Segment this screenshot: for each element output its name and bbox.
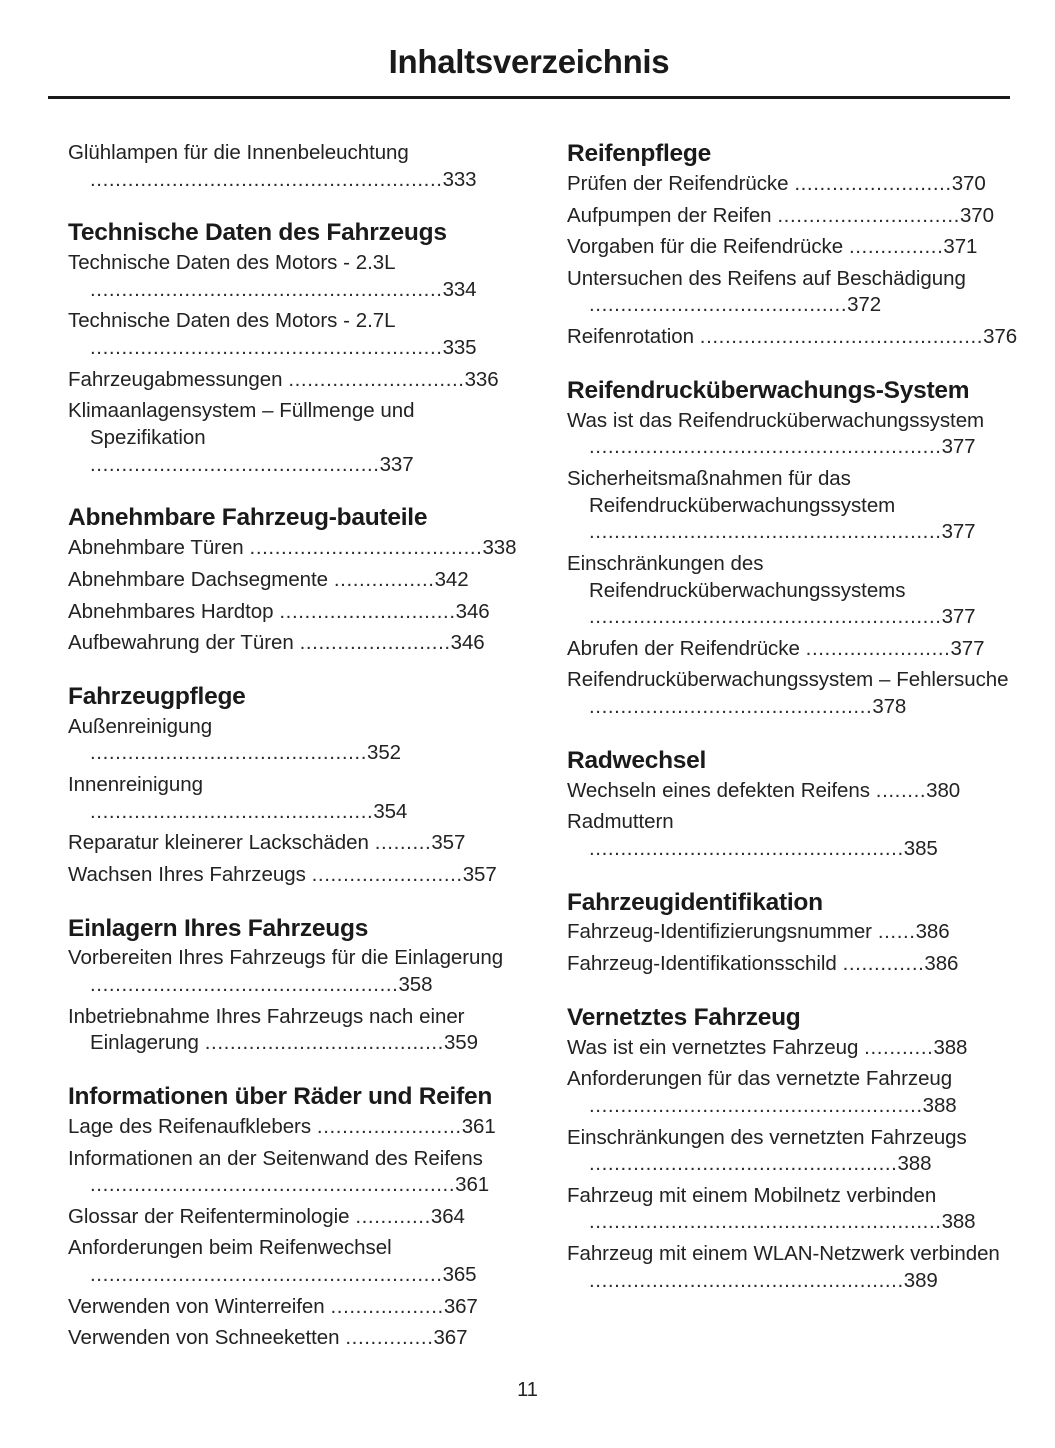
toc-columns [68,140,1018,1357]
toc-entry-page-number: 357 [462,862,497,886]
toc-entry-title: Glossar der Reifenterminologie [68,1204,350,1228]
toc-entry-page-number: 346 [455,599,490,623]
toc-section [68,219,518,478]
toc-entry[interactable] [68,1146,518,1199]
toc-entry-title: Informationen an der Seitenwand des Reifens [68,1146,483,1170]
toc-entry-leader: ............................................. [699,325,984,349]
toc-entry-leader: ........................ [299,631,451,655]
toc-column-left [68,140,518,1357]
toc-entry-title: Glühlampen für die Innenbeleuchtung [68,141,409,164]
toc-entry-title: Abnehmbare Dachsegmente [68,567,329,591]
toc-entry[interactable] [68,567,518,594]
toc-entry-title: Fahrzeugabmessungen [68,367,283,391]
toc-entry[interactable] [68,250,518,303]
toc-entry-leader: ......................... [794,171,952,195]
toc-entry-leader: ............... [848,235,944,259]
toc-entry-page-number: 336 [464,367,499,391]
toc-section-heading: Technische Daten des Fahrzeugs [68,219,447,247]
toc-entry-title: Prüfen der Reifendrücke [567,171,789,195]
toc-entry-page-number: 361 [455,1173,490,1197]
toc-entry[interactable] [567,809,1017,862]
toc-entry-leader: ............................................. [90,799,374,823]
toc-entry-leader: ............. [842,952,925,976]
toc-entry[interactable] [68,599,518,626]
toc-section [68,504,518,656]
toc-entry[interactable] [567,551,1017,631]
toc-entry-page-number: 388 [897,1152,932,1176]
toc-entry-list [567,1035,1017,1295]
toc-entry-leader: ........... [864,1035,934,1059]
toc-entry-title: Verwenden von Schneeketten [68,1326,340,1350]
toc-entry-leader: ....................... [805,636,951,660]
toc-section [68,683,518,889]
toc-entry-leader: ........................................................ [90,1263,443,1287]
toc-entry-page-number: 386 [915,920,950,944]
toc-entry-list [68,535,518,657]
toc-entry-page-number: 380 [926,778,961,802]
header-divider [48,96,1010,99]
toc-section [567,889,1017,978]
toc-entry-title: Abnehmbare Türen [68,536,244,560]
toc-column-right [567,140,1017,1357]
toc-entry-page-number: 371 [943,235,978,259]
toc-entry-leader: ........................ [311,862,463,886]
toc-entry-page-number: 370 [951,171,986,195]
toc-entry-list [68,714,518,889]
toc-entry[interactable] [567,266,1017,319]
toc-entry-page-number: 377 [941,435,976,459]
toc-entry-page-number: 376 [983,325,1018,349]
toc-entry-leader: ................................................. [90,973,399,997]
toc-entry-page-number: 367 [433,1326,468,1350]
toc-entry-page-number: 365 [442,1263,477,1287]
toc-section-heading: Reifendrucküberwachungs-System [567,376,970,404]
toc-entry-title: Was ist ein vernetztes Fahrzeug [567,1035,859,1059]
toc-entry-leader: ........................................................ [589,435,942,459]
toc-entry-leader: ...... [877,920,916,944]
toc-entry-list [68,1114,518,1352]
toc-entry[interactable] [567,667,1017,720]
toc-entry-title: Sicherheitsmaßnahmen für das Reifendrucküberwachungssystem [567,466,896,517]
toc-section-heading: Einlagern Ihres Fahrzeugs [68,914,369,942]
toc-entry-page-number: 337 [379,452,414,476]
toc-entry[interactable] [567,234,1017,261]
toc-entry-title: Innenreinigung [68,772,203,796]
toc-entry-leader: ....................... [316,1114,462,1138]
toc-entry[interactable] [68,1294,518,1321]
toc-section [68,1083,518,1352]
toc-entry-leader: ........................................................ [589,605,942,629]
toc-entry-leader: ............................................ [90,741,368,765]
toc-entry-title: Wachsen Ihres Fahrzeugs [68,862,306,886]
toc-section [567,140,1017,351]
toc-entry-page-number: 357 [431,831,466,855]
toc-entry-title: Fahrzeug-Identifikationsschild [567,952,837,976]
toc-entry-page-number: 367 [443,1294,478,1318]
toc-entry-list [567,171,1017,351]
toc-entry-leader: ........................................................ [90,167,443,191]
toc-entry-leader: ............................................. [589,695,873,719]
toc-entry-leader: ..................................... [249,536,483,560]
toc-entry-page-number: 388 [933,1035,968,1059]
toc-section-heading: Vernetztes Fahrzeug [567,1003,801,1031]
toc-entry-title: Untersuchen des Reifens auf Beschädigung [567,266,966,290]
toc-entry-title: Anforderungen beim Reifenwechsel [68,1236,392,1260]
toc-entry-title: Fahrzeug mit einem Mobilnetz verbinden [567,1183,937,1207]
toc-entry-leader: .............. [345,1326,434,1350]
toc-entry[interactable] [68,1204,518,1231]
toc-entry[interactable] [68,140,518,193]
toc-entry[interactable] [567,203,1017,230]
toc-entry-leader: ........................................................ [90,277,443,301]
toc-entry[interactable] [68,1114,518,1141]
toc-entry[interactable] [68,862,518,889]
toc-entry[interactable] [567,778,1017,805]
toc-entry[interactable] [567,1066,1017,1119]
toc-entry[interactable] [567,408,1017,461]
toc-entry-list [567,778,1017,863]
toc-entry-title: Aufpumpen der Reifen [567,203,772,227]
toc-entry[interactable] [68,714,518,767]
toc-entry[interactable] [68,398,518,478]
toc-entry-list [68,140,518,193]
toc-entry[interactable] [68,1004,518,1057]
toc-entry-page-number: 364 [430,1204,465,1228]
toc-entry[interactable] [68,630,518,657]
toc-entry-title: Inbetriebnahme Ihres Fahrzeugs nach einer Einlagerung [68,1004,465,1055]
toc-entry-page-number: 388 [941,1210,976,1234]
toc-entry-leader: ............ [355,1204,431,1228]
toc-entry-list [567,408,1017,721]
toc-entry-title: Fahrzeug mit einem WLAN-Netzwerk verbinden [567,1242,1000,1266]
toc-entry-title: Anforderungen für das vernetzte Fahrzeug [567,1067,953,1091]
toc-entry-title: Klimaanlagensystem – Füllmenge und Spezifikation [68,399,415,450]
toc-entry-title: Technische Daten des Motors - 2.3L [68,251,396,275]
toc-entry[interactable] [567,1035,1017,1062]
toc-entry-title: Abrufen der Reifendrücke [567,636,800,660]
toc-entry-page-number: 372 [847,293,882,317]
toc-entry-leader: ................ [333,567,435,591]
toc-section [567,377,1017,721]
toc-entry-leader: ........................................................ [589,1210,942,1234]
toc-entry-page-number: 359 [443,1031,478,1055]
toc-entry-leader: ......... [374,831,432,855]
toc-entry-page-number: 378 [872,695,907,719]
toc-entry-leader: ..................................................... [589,1093,923,1117]
toc-entry-leader: ............................ [279,599,456,623]
toc-entry-page-number: 352 [367,741,401,765]
toc-section [68,140,518,193]
toc-entry[interactable] [567,324,1017,351]
toc-entry-page-number: 361 [461,1114,496,1138]
toc-section-heading: Radwechsel [567,746,707,774]
toc-entry-title: Verwenden von Winterreifen [68,1294,325,1318]
toc-entry-list [68,250,518,478]
toc-entry-leader: ............................ [288,367,465,391]
toc-entry-page-number: 333 [442,167,477,191]
toc-entry-title: Abnehmbares Hardtop [68,599,274,623]
toc-section-heading: Fahrzeugpflege [68,682,246,710]
toc-entry[interactable] [567,951,1017,978]
toc-entry-page-number: 370 [959,203,994,227]
toc-entry-leader: .......................................................... [90,1173,456,1197]
toc-entry-title: Aufbewahrung der Türen [68,631,294,655]
toc-entry-page-number: 388 [922,1093,957,1117]
toc-entry-title: Radmuttern [567,810,674,834]
toc-entry-page-number: 342 [434,567,469,591]
toc-entry-title: Lage des Reifenaufklebers [68,1114,312,1138]
toc-entry[interactable] [68,945,518,998]
toc-entry[interactable] [567,636,1017,663]
toc-entry-title: Wechseln eines defekten Reifens [567,778,870,802]
toc-entry[interactable] [567,1241,1017,1294]
toc-entry-leader: ........................................................ [90,336,443,360]
page-number: 11 [517,1379,538,1401]
toc-entry[interactable] [68,1235,518,1288]
toc-entry-title: Vorgaben für die Reifendrücke [567,235,844,259]
toc-section-heading: Reifenpflege [567,140,712,167]
toc-entry[interactable] [68,535,518,562]
toc-entry-page-number: 385 [903,836,938,860]
toc-entry-title: Vorbereiten Ihres Fahrzeugs für die Einlagerung [68,946,504,970]
toc-entry-page-number: 334 [442,277,477,301]
toc-entry-title: Reifenrotation [567,325,694,349]
toc-entry[interactable] [567,171,1017,198]
toc-entry[interactable] [567,1125,1017,1178]
toc-entry-page-number: 335 [442,336,477,360]
toc-entry[interactable] [68,1325,518,1352]
toc-entry-title: Technische Daten des Motors - 2.7L [68,309,396,333]
toc-entry-title: Was ist das Reifendrucküberwachungssystem [567,408,985,432]
toc-entry-title: Einschränkungen des Reifendrucküberwachungssystems [567,551,906,602]
toc-entry-title: Einschränkungen des vernetzten Fahrzeugs [567,1125,967,1149]
toc-entry-page-number: 358 [398,973,433,997]
toc-section [567,1004,1017,1295]
page-title: Inhaltsverzeichnis [388,43,670,80]
toc-entry-leader: .............................................. [90,452,380,476]
toc-entry-leader: ................................................. [589,1152,898,1176]
toc-section-heading: Fahrzeugidentifikation [567,888,823,916]
toc-entry-title: Außenreinigung [68,714,213,738]
toc-entry-leader: .................................................. [589,836,904,860]
toc-entry-page-number: 386 [924,952,959,976]
toc-entry-leader: ......................................... [589,293,848,317]
toc-entry-page-number: 377 [941,520,976,544]
toc-entry-title: Reifendrucküberwachungssystem – Fehlersuche [567,668,1009,692]
toc-section-heading: Informationen über Räder und Reifen [68,1083,493,1110]
toc-entry-title: Fahrzeug-Identifizierungsnummer [567,920,872,944]
toc-entry-leader: ........ [875,778,927,802]
toc-section [567,747,1017,863]
toc-entry-leader: .................. [330,1294,444,1318]
toc-entry-title: Reparatur kleinerer Lackschäden [68,831,369,855]
toc-entry-list [567,919,1017,977]
toc-entry-page-number: 377 [941,605,976,629]
toc-section [68,915,518,1057]
toc-entry-page-number: 346 [450,631,485,655]
toc-entry-leader: ...................................... [204,1031,444,1055]
toc-entry[interactable] [68,308,518,361]
toc-entry-page-number: 338 [482,536,517,560]
toc-entry[interactable] [567,919,1017,946]
toc-entry-leader: .................................................. [589,1268,904,1292]
toc-entry-leader: ............................. [777,203,960,227]
toc-entry[interactable] [68,772,518,825]
toc-entry-leader: ........................................................ [589,520,942,544]
toc-entry[interactable] [68,367,518,394]
toc-entry[interactable] [567,466,1017,546]
toc-entry-page-number: 377 [950,636,985,660]
toc-entry-page-number: 354 [373,799,408,823]
toc-entry-list [68,945,518,1057]
toc-entry[interactable] [68,830,518,857]
toc-section-heading: Abnehmbare Fahrzeug-bauteile [68,504,428,532]
toc-entry[interactable] [567,1183,1017,1236]
toc-entry-page-number: 389 [903,1268,938,1292]
